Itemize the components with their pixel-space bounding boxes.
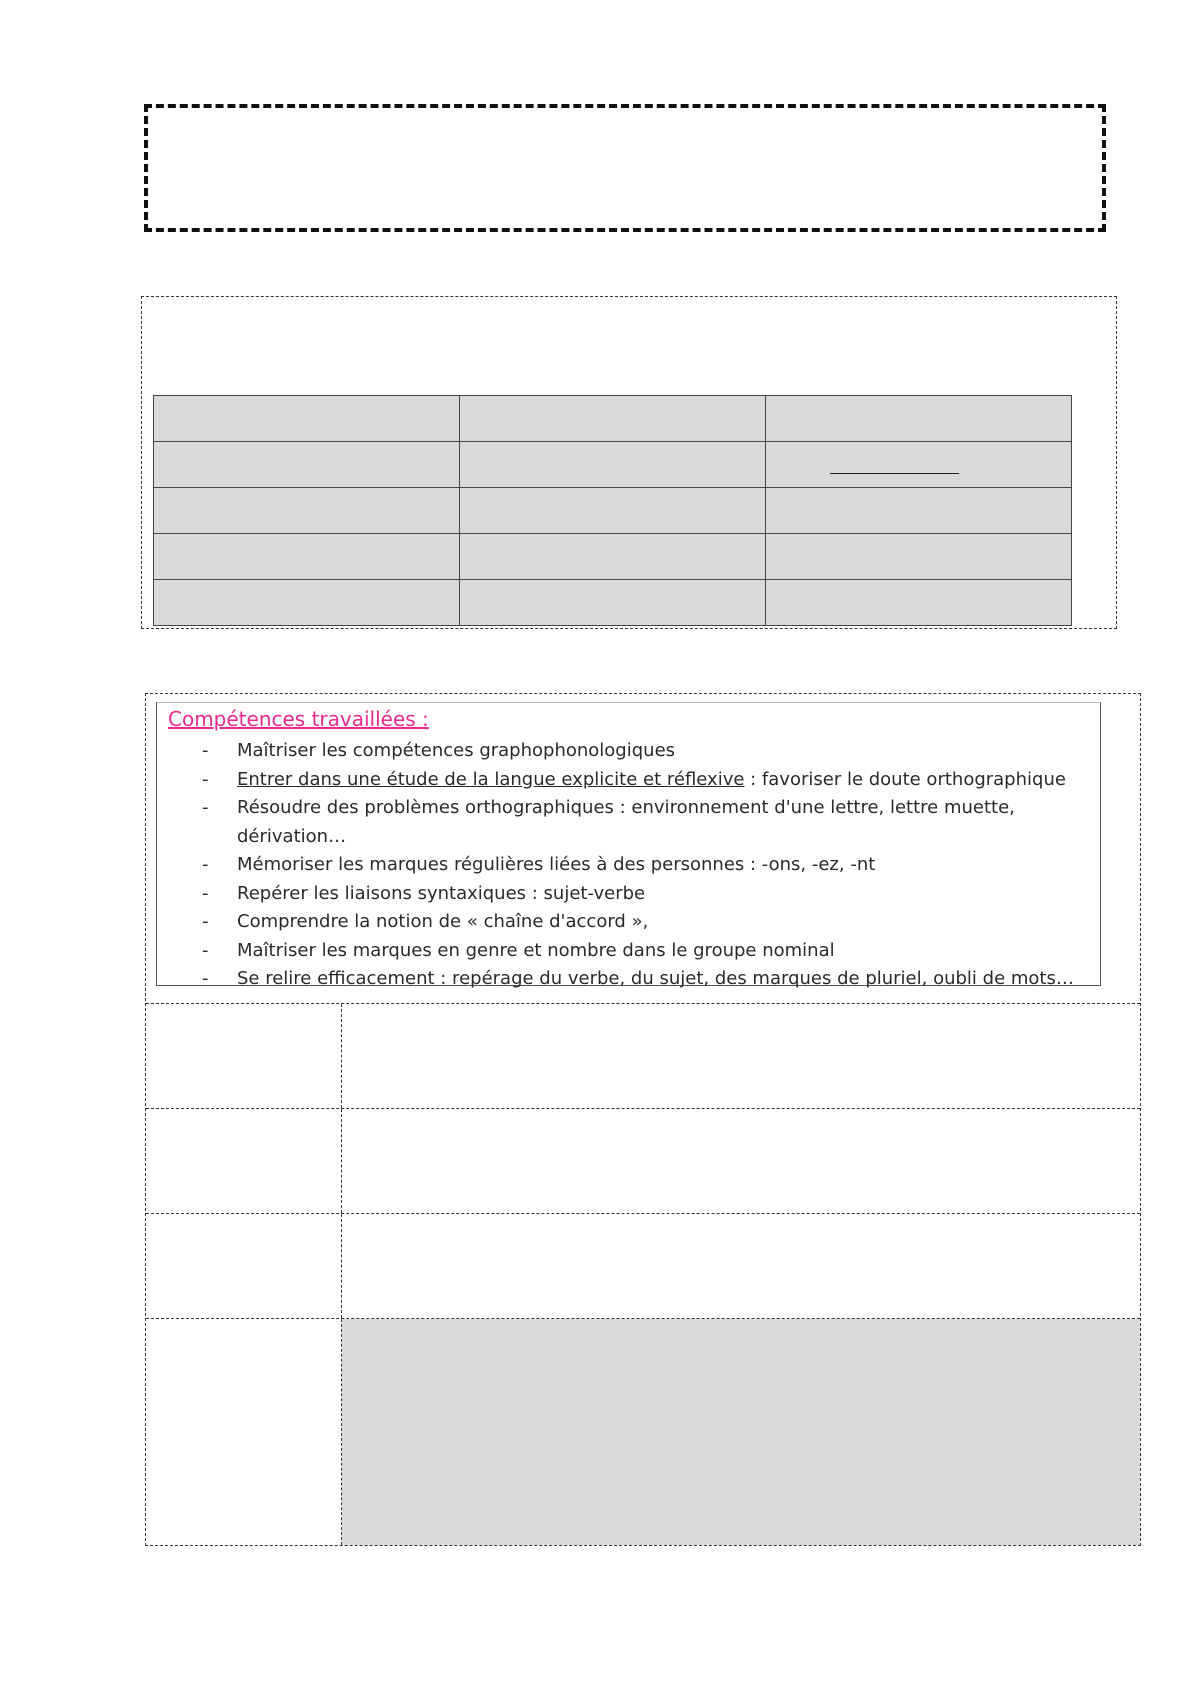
list-item: - Résoudre des problèmes orthographiques : environnement d'une lettre, lettre muette, dérivation…: [202, 797, 1015, 847]
list-item: - Maîtriser les marques en genre et nombre dans le groupe nominal: [202, 939, 835, 961]
row-divider: [341, 1109, 342, 1213]
table-cell[interactable]: [154, 488, 460, 534]
table-cell[interactable]: [460, 580, 766, 626]
table-row: [154, 488, 1072, 534]
list-item: - Mémoriser les marques régulières liées à des personnes : -ons, -ez, -nt: [202, 854, 876, 875]
table-cell[interactable]: [154, 580, 460, 626]
plan-row: [146, 1108, 1140, 1213]
table-cell[interactable]: [460, 442, 766, 488]
table-row: [154, 442, 1072, 488]
info-table: [153, 395, 1072, 626]
plan-row: [146, 1318, 1140, 1545]
table-row: [154, 580, 1072, 626]
table-cell[interactable]: [154, 396, 460, 442]
table-cell[interactable]: [460, 488, 766, 534]
list-item: - Comprendre la notion de « chaîne d'accord »,: [202, 911, 649, 932]
table-cell[interactable]: [766, 534, 1072, 580]
skills-title: Compétences travaillées :: [168, 707, 429, 731]
table-cell[interactable]: [766, 396, 1072, 442]
skills-panel: [156, 702, 1101, 989]
table-cell[interactable]: [766, 442, 1072, 488]
table-cell[interactable]: [460, 534, 766, 580]
list-item: - Repérer les liaisons syntaxiques : sujet-verbe: [202, 882, 646, 904]
table-cell[interactable]: [154, 534, 460, 580]
info-box: [141, 296, 1117, 629]
plan-row: [146, 1003, 1140, 1108]
plan-row: [146, 1213, 1140, 1318]
row-divider: [341, 1004, 342, 1108]
row-divider: [341, 1214, 342, 1318]
table-row: [154, 396, 1072, 442]
list-item: - Maîtriser les compétences graphophonologiques: [202, 740, 676, 761]
title-box: [144, 104, 1106, 232]
lesson-plan-box: [145, 693, 1141, 1546]
table-row: [154, 534, 1072, 580]
list-item: - Se relire efficacement : repérage du verbe, du sujet, des marques de pluriel, oubli de mots…: [202, 968, 1074, 989]
table-cell[interactable]: [766, 580, 1072, 626]
skills-list: [157, 737, 1087, 994]
shaded-area: [342, 1319, 1140, 1545]
list-item: - Entrer dans une étude de la langue explicite et réflexive : favoriser le doute orthographique: [202, 768, 1066, 790]
blank-line: [830, 473, 959, 474]
row-divider: [341, 1319, 342, 1545]
table-cell[interactable]: [766, 488, 1072, 534]
table-cell[interactable]: [460, 396, 766, 442]
table-cell[interactable]: [154, 442, 460, 488]
